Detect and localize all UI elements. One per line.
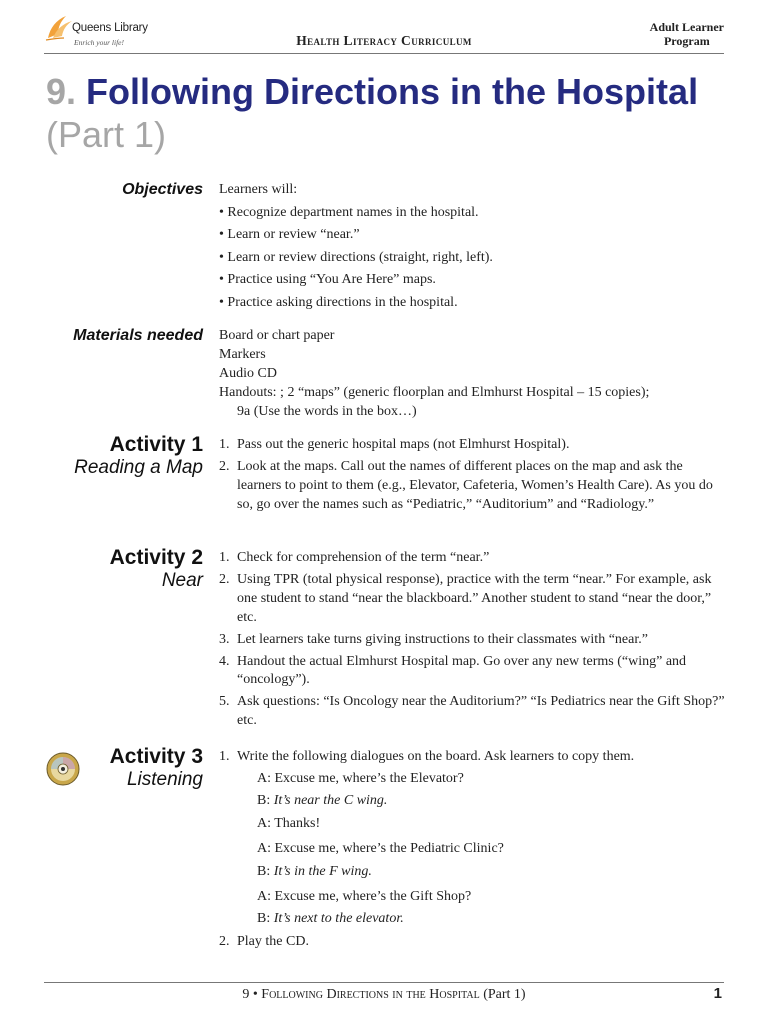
objectives-label: Objectives	[122, 181, 203, 198]
title-number: 9.	[46, 71, 77, 112]
dialogue-text: It’s near the C wing.	[273, 793, 388, 809]
material-continuation: 9a (Use the words in the box…)	[237, 403, 417, 419]
dialogue-line	[219, 815, 729, 834]
activity-1-heading: Activity 1	[109, 433, 203, 456]
dialogue-speaker: A:	[257, 841, 271, 857]
step-text: Let learners take turns giving instructions to their classmates with “near.”	[237, 631, 648, 647]
footer-divider	[44, 982, 724, 983]
dialogue-speaker: A:	[257, 815, 271, 831]
dialogue-text: It’s next to the elevator.	[273, 911, 404, 927]
footer-bullet: •	[252, 987, 258, 1002]
activity-1-steps	[219, 436, 729, 518]
header-divider	[44, 53, 724, 54]
dialogue-line	[219, 792, 729, 811]
logo-name: Queens Library	[72, 22, 148, 34]
page-header	[0, 0, 768, 56]
activity-3-steps	[219, 748, 729, 767]
activity-step	[219, 571, 729, 628]
page-title	[46, 70, 736, 156]
dialogue-speaker: B:	[257, 863, 271, 879]
activity-2-heading: Activity 2	[109, 546, 203, 569]
step-text: Handout the actual Elmhurst Hospital map. Go over any new terms (“wing” and “oncology”).	[237, 653, 687, 688]
activity-1-subheading: Reading a Map	[74, 457, 203, 478]
step-number: 2.	[219, 571, 230, 587]
material-item: Board or chart paper	[219, 328, 335, 343]
step-number: 2.	[219, 933, 230, 949]
dialogue-line	[219, 863, 729, 882]
dialogue-text: Thanks!	[274, 815, 321, 831]
material-item: Handouts: ; 2 “maps” (generic floorplan and Elmhurst Hospital – 15 copies);	[219, 384, 650, 400]
dialogue-speaker: B:	[257, 793, 271, 809]
page-number: 1	[713, 985, 722, 1002]
material-item: Markers	[219, 346, 266, 362]
dialogue-speaker: A:	[257, 888, 271, 904]
step-text: Ask questions: “Is Oncology near the Auditorium?” “Is Pediatrics near the Gift Shop?” etc.	[237, 694, 725, 729]
step-number: 1.	[219, 749, 230, 764]
dialogue-text: Excuse me, where’s the Gift Shop?	[274, 888, 472, 904]
objective-item: • Recognize department names in the hospital.	[219, 204, 479, 220]
activity-step	[219, 933, 729, 952]
step-text: Using TPR (total physical response), practice with the term “near.” For example, ask one student to stand “near the blackboard.” Another student to stand “near the door,” etc.	[237, 571, 712, 625]
page-footer	[0, 987, 768, 1003]
activity-step	[219, 748, 729, 767]
step-number: 2.	[219, 458, 230, 474]
dialogue-speaker: A:	[257, 770, 271, 786]
audio-cd-icon	[46, 752, 80, 786]
activity-3-subheading: Listening	[126, 769, 203, 790]
activity-step	[219, 436, 729, 455]
step-number: 1.	[219, 550, 230, 565]
dialogue-line	[219, 888, 729, 907]
activity-3-steps-continued	[219, 933, 729, 952]
step-text: Play the CD.	[237, 933, 309, 949]
title-main: Following Directions in the Hospital	[86, 71, 699, 112]
objective-item: • Practice using “You Are Here” maps.	[219, 272, 436, 287]
activity-3-heading: Activity 3	[109, 745, 203, 768]
activity-2-subheading: Near	[161, 570, 203, 591]
step-text: Pass out the generic hospital maps (not Elmhurst Hospital).	[237, 437, 570, 452]
dialogue-line	[219, 910, 729, 929]
objective-item: • Learn or review directions (straight, right, left).	[219, 249, 493, 265]
step-number: 3.	[219, 631, 230, 647]
program-name	[650, 20, 724, 48]
program-line-1: Adult Learner	[649, 20, 724, 34]
dialogue-line	[219, 840, 729, 859]
program-line-2: Program	[663, 34, 710, 48]
step-number: 4.	[219, 653, 230, 669]
activity-step	[219, 549, 729, 568]
activity-2-steps	[219, 549, 729, 734]
step-number: 1.	[219, 437, 230, 452]
queens-library-flame-icon	[44, 12, 74, 42]
activity-3-body	[219, 748, 729, 955]
objective-item: • Learn or review “near.”	[219, 227, 360, 242]
activity-step	[219, 693, 729, 731]
footer-number: 9	[242, 987, 250, 1002]
title-part: (Part 1)	[46, 114, 167, 155]
dialogue-line	[219, 770, 729, 789]
dialogue-text: Excuse me, where’s the Pediatric Clinic?	[274, 841, 504, 857]
material-item: Audio CD	[219, 365, 277, 381]
activity-step	[219, 653, 729, 691]
step-text: Look at the maps. Call out the names of different places on the map and ask the learners to point to them (e.g., Elevator, Cafeteria, Women’s Health Care). As you do so, go over the names such as “Pediatric,” “Auditorium” and “Radiology.”	[237, 458, 713, 512]
step-text: Check for comprehension of the term “near.”	[237, 550, 490, 565]
materials-body	[219, 327, 729, 422]
activity-step	[219, 458, 729, 515]
objectives-body	[219, 181, 729, 316]
step-text: Write the following dialogues on the board. Ask learners to copy them.	[237, 749, 635, 764]
activity-step	[219, 631, 729, 650]
dialogue-text: It’s in the F wing.	[273, 863, 372, 879]
footer-title: Following Directions in the Hospital	[261, 987, 480, 1002]
objectives-intro: Learners will:	[219, 182, 298, 197]
queens-library-logo	[44, 10, 154, 50]
step-number: 5.	[219, 694, 230, 710]
dialogue-text: Excuse me, where’s the Elevator?	[274, 770, 464, 786]
curriculum-title: Health Literacy Curriculum	[296, 33, 472, 48]
materials-label: Materials needed	[73, 327, 203, 344]
objective-item: • Practice asking directions in the hospital.	[219, 294, 458, 310]
dialogue-speaker: B:	[257, 911, 271, 927]
logo-tagline: Enrich your life!	[74, 38, 124, 47]
footer-part: (Part 1)	[483, 987, 526, 1002]
